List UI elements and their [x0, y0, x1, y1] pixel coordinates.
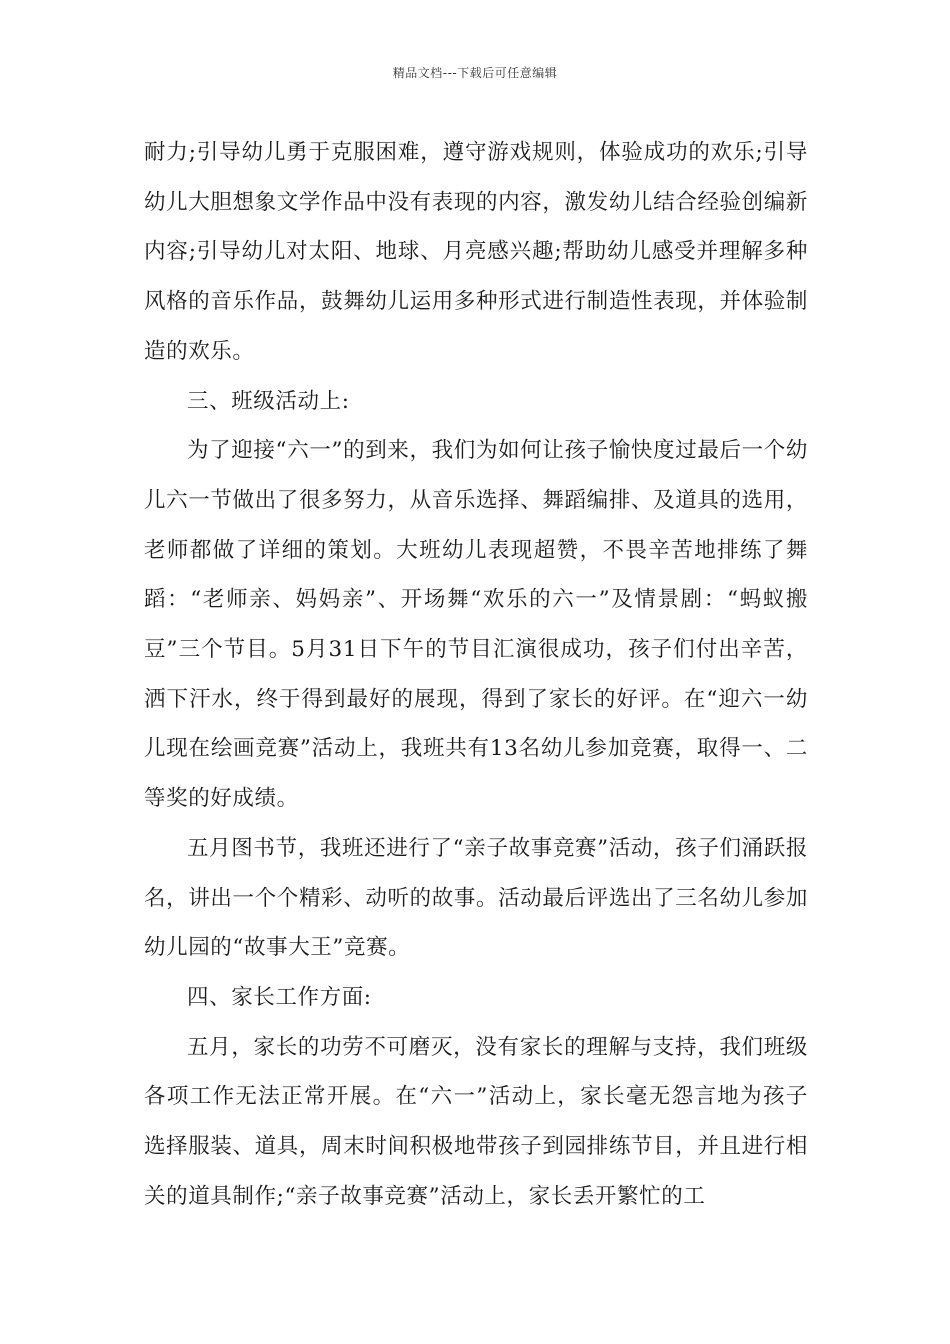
section-heading-class-activities: 三、班级活动上: — [187, 388, 350, 414]
paragraph-parent-support: 五月，家长的功劳不可磨灭，没有家长的理解与支持，我们班级各项工作无法正常开展。在“六一”活动上，家长毫无怨言地为孩子选择服装、道具，周末时间积极地带孩子到园排练节目，并且进行相关的道具制作;“亲子故事竞赛”活动上，家长丢开繁忙的工 — [144, 1034, 808, 1209]
page-header: 精品文档---下载后可任意编辑 — [392, 66, 558, 80]
paragraph-june-first-activities: 为了迎接“六一”的到来，我们为如何让孩子愉快度过最后一个幼儿六一节做出了很多努力，从音乐选择、舞蹈编排、及道具的选用，老师都做了详细的策划。大班幼儿表现超赞，不畏辛苦地排练了舞蹈：“老师亲、妈妈亲”、开场舞“欢乐的六一”及情景剧：“蚂蚁搬豆”三个节目。5月31日下午的节目汇演很成功，孩子们付出辛苦，洒下汗水，终于得到最好的展现，得到了家长的好评。在“迎六一幼儿现在绘画竞赛”活动上，我班共有13名幼儿参加竞赛，取得一、二等奖的好成绩。 — [144, 438, 808, 812]
paragraph-book-festival: 五月图书节，我班还进行了“亲子故事竞赛”活动，孩子们涌跃报名，讲出一个个精彩、动听的故事。活动最后评选出了三名幼儿参加幼儿园的“故事大王”竞赛。 — [144, 835, 808, 961]
section-heading-parent-work: 四、家长工作方面: — [187, 984, 372, 1010]
document-body — [144, 128, 808, 1221]
paragraph-continuation: 耐力;引导幼儿勇于克服困难，遵守游戏规则，体验成功的欢乐;引导幼儿大胆想象文学作品中没有表现的内容，激发幼儿结合经验创编新内容;引导幼儿对太阳、地球、月亮感兴趣;帮助幼儿感受并理解多种风格的音乐作品，鼓舞幼儿运用多种形式进行制造性表现，并体验制造的欢乐。 — [144, 140, 808, 364]
